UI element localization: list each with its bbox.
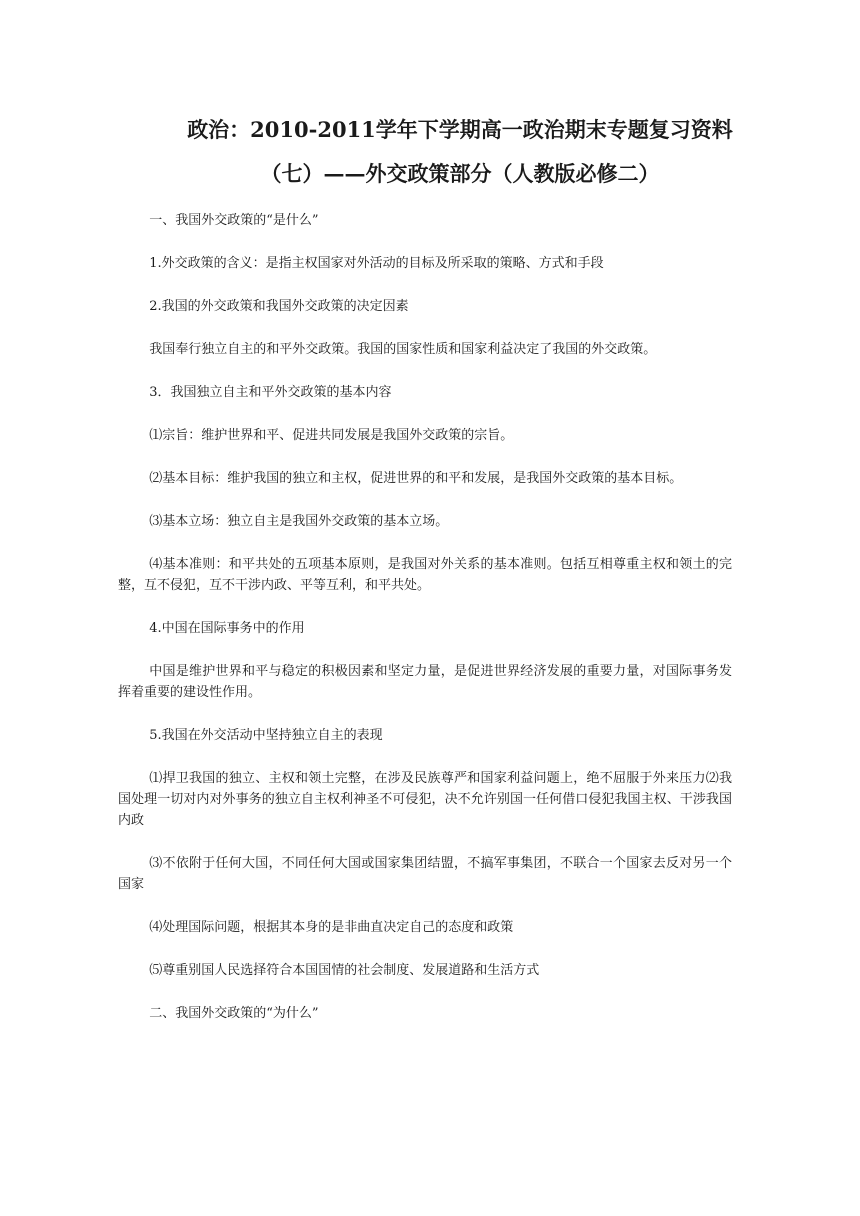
document-title-line-1: 政治：2010-2011学年下学期高一政治期末专题复习资料 [187, 117, 733, 142]
document-title-line-2: （七）——外交政策部分（人教版必修二） [260, 161, 660, 186]
paragraph-3-item-2: ⑵基本目标：维护我国的独立和主权，促进世界的和平和发展，是我国外交政策的基本目标。 [149, 471, 683, 486]
paragraph-5-independence: 5.我国在外交活动中坚持独立自主的表现 [149, 728, 383, 743]
document-body [118, 210, 732, 1046]
section-heading-what: 一、我国外交政策的“是什么” [149, 213, 319, 228]
section-heading-why: 二、我国外交政策的“为什么” [149, 1006, 319, 1021]
paragraph-2-determinants: 2.我国的外交政策和我国外交政策的决定因素 [149, 299, 409, 314]
paragraph-2-body: 我国奉行独立自主的和平外交政策。我国的国家性质和国家利益决定了我国的外交政策。 [149, 342, 657, 357]
paragraph-3-basic-content: 3．我国独立自主和平外交政策的基本内容 [149, 385, 392, 400]
paragraph-5-item-1-2: ⑴捍卫我国的独立、主权和领土完整，在涉及民族尊严和国家利益问题上，绝不屈服于外来压力⑵我国处理一切对内对外事务的独立自主权利神圣不可侵犯，决不允许别国一任何借口侵犯我国主权、干涉我国内政 [118, 771, 732, 828]
paragraph-3-item-3: ⑶基本立场：独立自主是我国外交政策的基本立场。 [149, 514, 449, 529]
paragraph-4-body: 中国是维护世界和平与稳定的积极因素和坚定力量，是促进世界经济发展的重要力量，对国际事务发挥着重要的建设性作用。 [118, 664, 732, 700]
paragraph-3-item-1: ⑴宗旨：维护世界和平、促进共同发展是我国外交政策的宗旨。 [149, 428, 514, 443]
paragraph-5-item-5: ⑸尊重别国人民选择符合本国国情的社会制度、发展道路和生活方式 [149, 963, 540, 978]
paragraph-5-item-4: ⑷处理国际问题，根据其本身的是非曲直决定自己的态度和政策 [149, 920, 514, 935]
paragraph-5-item-3: ⑶不依附于任何大国，不同任何大国或国家集团结盟，不搞军事集团，不联合一个国家去反对另一个国家 [118, 856, 732, 892]
paragraph-3-item-4: ⑷基本准则：和平共处的五项基本原则，是我国对外关系的基本准则。包括互相尊重主权和领土的完整，互不侵犯，互不干涉内政、平等互利，和平共处。 [118, 557, 732, 593]
paragraph-4-role: 4.中国在国际事务中的作用 [149, 621, 305, 636]
paragraph-1-definition: 1.外交政策的含义：是指主权国家对外活动的目标及所采取的策略、方式和手段 [149, 256, 604, 271]
